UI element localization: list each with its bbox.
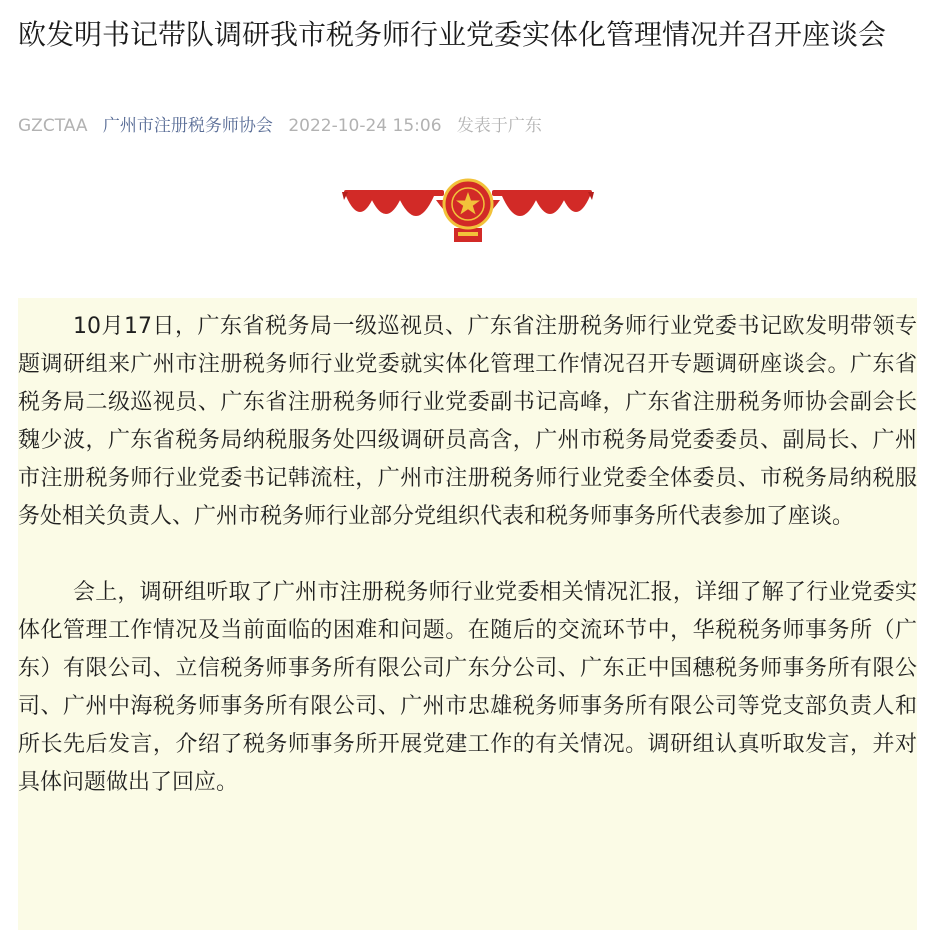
- publish-location: 发表于广东: [456, 116, 542, 136]
- account-name-link[interactable]: 广州市注册税务师协会: [102, 116, 273, 136]
- publish-datetime: 2022-10-24 15:06: [288, 116, 442, 136]
- meta-org: GZCTAA: [18, 116, 88, 136]
- article-body: [18, 298, 917, 930]
- paragraph-spacer: [18, 536, 917, 574]
- party-emblem-banner-icon: [340, 176, 596, 246]
- article-meta: [18, 113, 552, 139]
- article-paragraph-1: 10月17日，广东省税务局一级巡视员、广东省注册税务师行业党委书记欧发明带领专题调研组来广州市注册税务师行业党委就实体化管理工作情况召开专题调研座谈会。广东省税务局二级巡视员、广东省注册税务师行业党委副书记高峰，广东省注册税务师协会副会长魏少波，广东省税务局纳税服务处四级调研员高含，广州市税务局党委委员、副局长、广州市注册税务师行业党委书记韩流柱，广州市注册税务师行业党委全体委员、市税务局纳税服务处相关负责人、广州市税务师行业部分党组织代表和税务师事务所代表参加了座谈。: [18, 314, 917, 529]
- article-title: 欧发明书记带队调研我市税务师行业党委实体化管理情况并召开座谈会: [18, 18, 887, 51]
- article-paragraph-2: 会上，调研组听取了广州市注册税务师行业党委相关情况汇报，详细了解了行业党委实体化管理工作情况及当前面临的困难和问题。在随后的交流环节中，华税税务师事务所（广东）有限公司、立信税务师事务所有限公司广东分公司、广东正中国穗税务师事务所有限公司、广州中海税务师事务所有限公司、广州市忠雄税务师事务所有限公司等党支部负责人和所长先后发言，介绍了税务师事务所开展党建工作的有关情况。调研组认真听取发言，并对具体问题做出了回应。: [18, 580, 917, 795]
